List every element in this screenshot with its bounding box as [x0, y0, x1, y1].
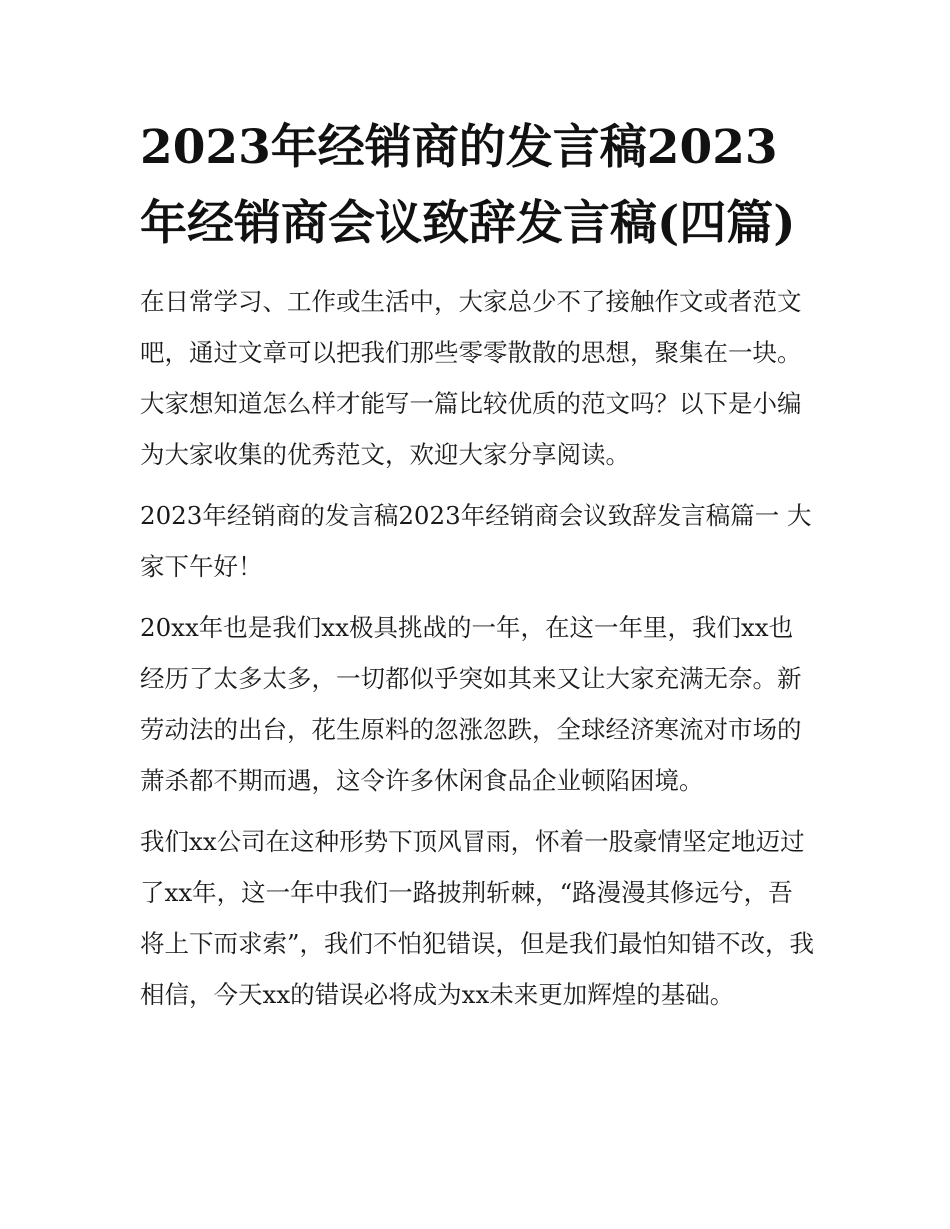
paragraph-intro: 在日常学习、工作或生活中，大家总少不了接触作文或者范文吧，通过文章可以把我们那些零零散散的思想，聚集在一块。大家想知道怎么样才能写一篇比较优质的范文吗？以下是小编为大家收集的优秀范文，欢迎大家分享阅读。 [140, 287, 802, 469]
document-title: 2023年经销商的发言稿2023年经销商会议致辞发言稿(四篇) [140, 120, 796, 251]
paragraph-perseverance: 我们xx公司在这种形势下顶风冒雨，怀着一股豪情坚定地迈过了xx年，这一年中我们一路披荆斩棘，“路漫漫其修远兮，吾将上下而求索”，我们不怕犯错误，但是我们最怕知错不改，我相信，今天xx的错误必将成为xx未来更加辉煌的基础。 [140, 827, 815, 1009]
paragraph-greeting: 2023年经销商的发言稿2023年经销商会议致辞发言稿篇一 大家下午好！ [140, 501, 812, 581]
paragraph-challenge: 20xx年也是我们xx极具挑战的一年，在这一年里，我们xx也经历了太多太多，一切都似乎突如其来又让大家充满无奈。新劳动法的出台，花生原料的忽涨忽跌，全球经济寒流对市场的萧杀都不期而遇，这令许多休闲食品企业顿陷困境。 [140, 613, 802, 795]
document-body [140, 110, 815, 1020]
